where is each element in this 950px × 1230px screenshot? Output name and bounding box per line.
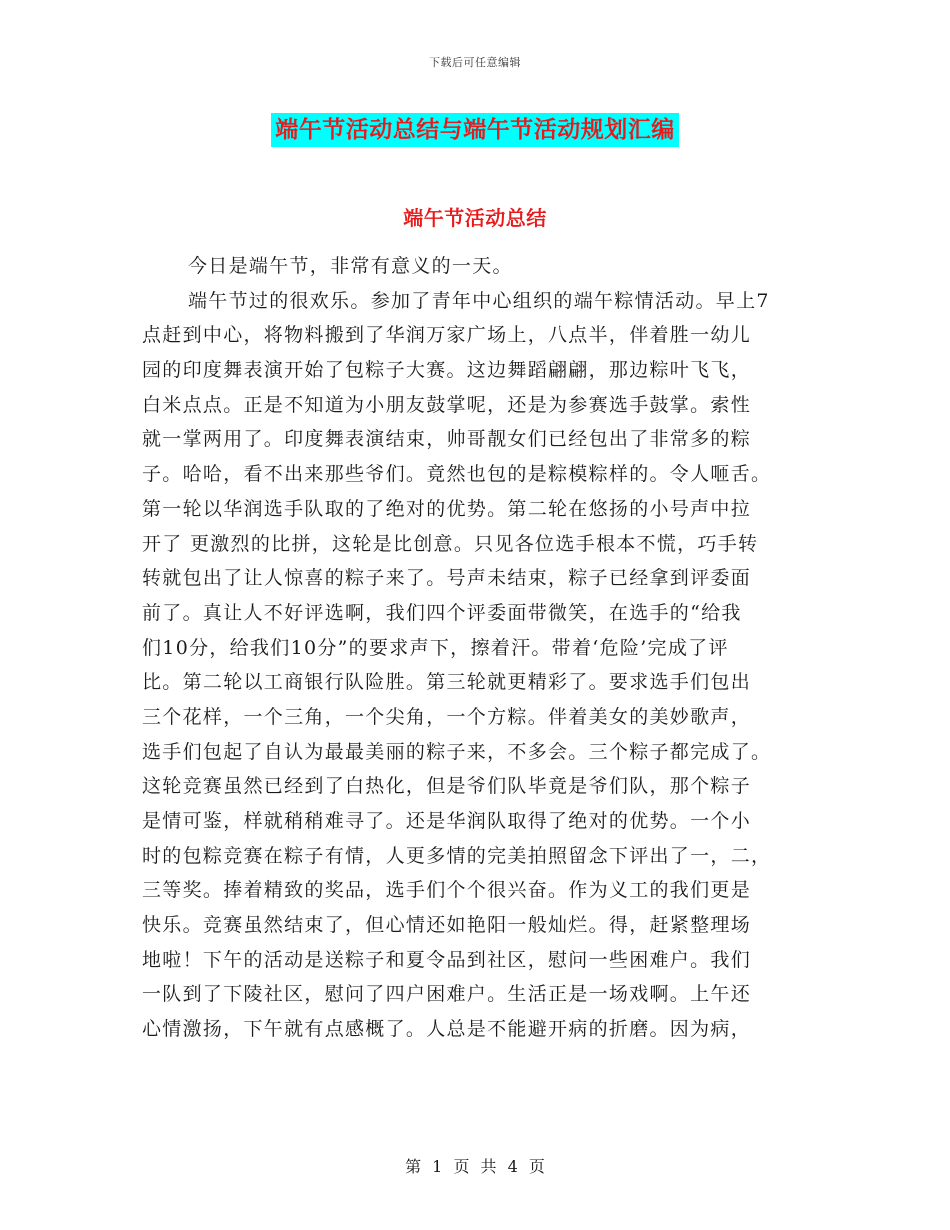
paragraph-line: 是情可鉴，样就稍稍难寻了。还是华润队取得了绝对的优势。一个小 xyxy=(142,810,752,832)
paragraph-line: 第一轮以华润选手队取的了绝对的优势。第二轮在悠扬的小号声中拉 xyxy=(142,497,752,520)
paragraph-line: 三个花样，一个三角，一个尖角，一个方粽。伴着美女的美妙歌声， xyxy=(142,705,752,728)
main-title-container xyxy=(0,113,950,147)
paragraph-line: 点赶到中心，将物料搬到了华润万家广场上，八点半，伴着胜一幼儿 xyxy=(142,324,752,347)
document-body xyxy=(142,249,812,1047)
paragraph-line: 三等奖。捧着精致的奖品，选手们个个很兴奋。作为义工的我们更是 xyxy=(142,879,752,902)
paragraph-line: 快乐。竞赛虽然结束了，但心情还如艳阳一般灿烂。得，赶紧整理场 xyxy=(142,914,752,937)
paragraph-line: 地啦！下午的活动是送粽子和夏令品到社区，慰问一些困难户。我们 xyxy=(142,948,752,971)
paragraph-line: 心情激扬，下午就有点感概了。人总是不能避开病的折磨。因为病， xyxy=(142,1018,752,1041)
paragraph-line: 白米点点。正是不知道为小朋友鼓掌呢，还是为参赛选手鼓掌。索性 xyxy=(142,393,752,416)
section-title: 端午节活动总结 xyxy=(403,206,547,230)
paragraph-line: 开了 更激烈的比拼，这轮是比创意。只见各位选手根本不慌，巧手转 xyxy=(142,532,759,555)
page-number: 第 1 页 共 4 页 xyxy=(405,1157,545,1176)
paragraph-line: 选手们包起了自认为最最美丽的粽子来，不多会。三个粽子都完成了。 xyxy=(142,740,772,763)
paragraph-line: 时的包粽竞赛在粽子有情，人更多情的完美拍照留念下评出了一，二， xyxy=(142,844,772,867)
paragraph-line: 转就包出了让人惊喜的粽子来了。号声未结束，粽子已经拿到评委面 xyxy=(142,567,752,590)
paragraph-line: 们10分，给我们10分”的要求声下，擦着汗。带着‘危险’完成了评 xyxy=(142,636,729,659)
paragraph-line: 一队到了下陵社区，慰问了四户困难户。生活正是一场戏啊。上午还 xyxy=(142,983,752,1006)
paragraph-line: 这轮竞赛虽然已经到了白热化，但是爷们队毕竟是爷们队，那个粽子 xyxy=(142,775,752,798)
paragraph-line: 端午节过的很欢乐。参加了青年中心组织的端午粽情活动。早上7 xyxy=(188,289,770,312)
paragraph-line: 子。哈哈，看不出来那些爷们。竟然也包的是粽模粽样的。令人咂舌。 xyxy=(142,463,772,486)
paragraph-line: 就一掌两用了。印度舞表演结束，帅哥靓女们已经包出了非常多的粽 xyxy=(142,428,752,451)
document-title: 端午节活动总结与端午节活动规划汇编 xyxy=(271,113,679,147)
paragraph-line: 比。第二轮以工商银行队险胜。第三轮就更精彩了。要求选手们包出 xyxy=(142,671,752,694)
page-header-note: 下载后可任意编辑 xyxy=(429,56,521,69)
paragraph-line: 园的印度舞表演开始了包粽子大赛。这边舞蹈翩翩，那边粽叶飞飞， xyxy=(142,359,752,382)
paragraph-line: 前了。真让人不好评选啊，我们四个评委面带微笑，在选手的“给我 xyxy=(142,601,742,624)
paragraph-line: 今日是端午节，非常有意义的一天。 xyxy=(188,255,513,277)
